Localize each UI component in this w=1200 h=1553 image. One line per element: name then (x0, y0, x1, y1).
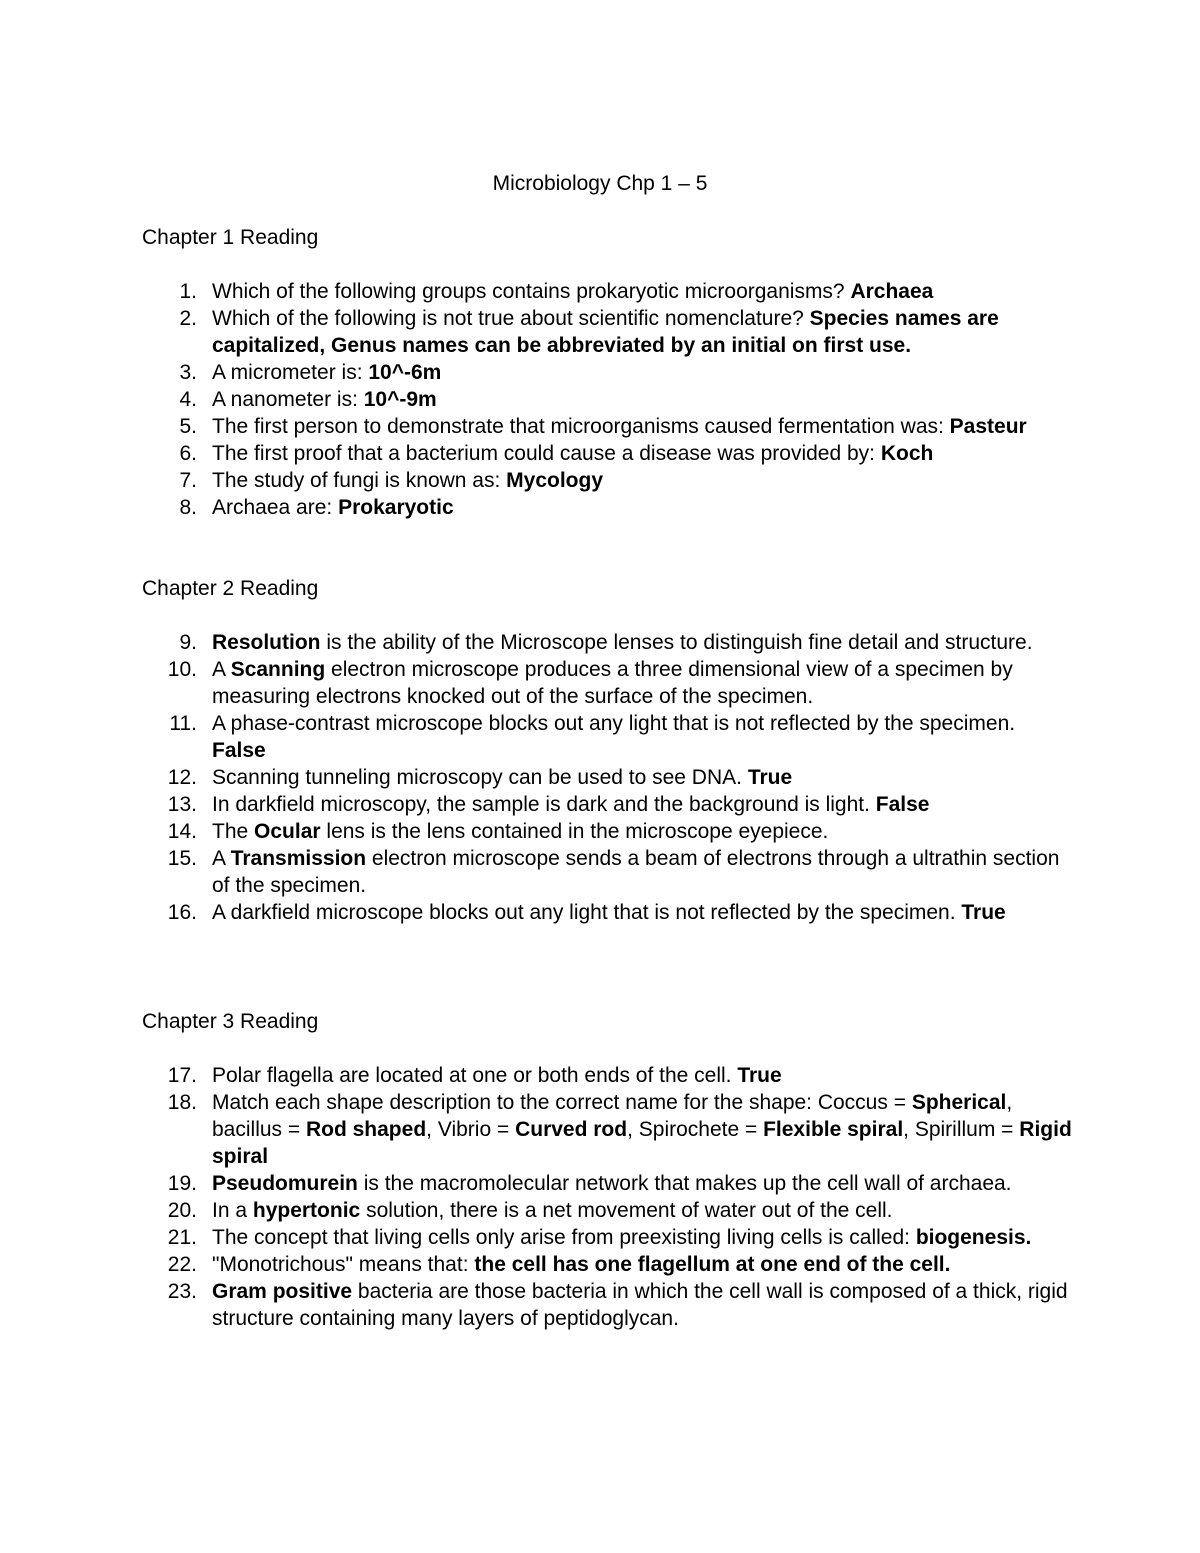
question-text: The first person to demonstrate that microorganisms caused fermentation was: (212, 415, 950, 438)
list-item-text (212, 631, 1033, 654)
answer-text: Rigid spiral (212, 1118, 1072, 1168)
list-item-text (212, 766, 792, 789)
question-text: is the ability of the Microscope lenses to distinguish fine detail and structure. (320, 631, 1033, 654)
answer-text: Pseudomurein (212, 1172, 358, 1195)
list-item-text (212, 658, 1013, 708)
list-item (0, 305, 1072, 359)
list-item-text (212, 1091, 1072, 1168)
document-title: Microbiology Chp 1 – 5 (492, 172, 708, 195)
answer-text: biogenesis. (915, 1226, 1032, 1249)
list-item (0, 1062, 1072, 1089)
list-item (0, 1251, 1072, 1278)
list-item-text (212, 361, 441, 384)
list-item (0, 413, 1072, 440)
list-item-number: 1. (179, 280, 197, 303)
list-item-number: 14. (167, 820, 197, 843)
question-text: is the macromolecular network that makes up the cell wall of archaea. (357, 1172, 1012, 1195)
list-item-number: 20. (167, 1199, 197, 1222)
list-item (0, 710, 1072, 764)
list-item (0, 656, 1072, 710)
answer-text: Mycology (506, 469, 604, 492)
answer-text: hypertonic (252, 1199, 361, 1222)
list-item-number: 13. (167, 793, 197, 816)
answer-text: Prokaryotic (338, 496, 454, 519)
list-item (0, 1197, 1072, 1224)
question-text: bacteria are those bacteria in which the cell wall is composed of a thick, rigid structure containing many layers of peptidoglycan. (212, 1280, 1068, 1330)
question-text: A (212, 658, 231, 681)
answer-text: 10^-9m (363, 388, 437, 411)
list-item-text (212, 1226, 1031, 1249)
answer-text: True (737, 1064, 782, 1087)
list-item (0, 818, 1072, 845)
question-text: A (212, 847, 231, 870)
list-item-text (212, 1199, 893, 1222)
question-text: , Spirillum = (903, 1118, 1020, 1141)
list-item-number: 5. (179, 415, 197, 438)
list-item-number: 17. (167, 1064, 197, 1087)
question-text: Polar flagella are located at one or both ends of the cell. (212, 1064, 738, 1087)
list-item (0, 1224, 1072, 1251)
list-item (0, 791, 1072, 818)
list-item-number: 18. (167, 1091, 197, 1114)
list-item-number: 21. (167, 1226, 197, 1249)
answer-text: Pasteur (949, 415, 1027, 438)
section-heading-chapter-1: Chapter 1 Reading (142, 226, 319, 249)
question-text: The study of fungi is known as: (212, 469, 507, 492)
section-heading-chapter-3: Chapter 3 Reading (142, 1010, 319, 1033)
question-list-chapter-2 (0, 629, 1200, 926)
list-item (0, 359, 1072, 386)
list-item (0, 1170, 1072, 1197)
list-item-number: 4. (179, 388, 197, 411)
answer-text: Transmission (230, 847, 367, 870)
answer-text: Ocular (254, 820, 321, 843)
question-text: A darkfield microscope blocks out any light that is not reflected by the specimen. (212, 901, 962, 924)
question-text: Which of the following is not true about scientific nomenclature? (212, 307, 810, 330)
list-item (0, 764, 1072, 791)
answer-text: the cell has one flagellum at one end of the cell. (474, 1253, 951, 1276)
list-item (0, 494, 1072, 521)
question-list-chapter-1 (0, 278, 1200, 521)
answer-text: Scanning (230, 658, 326, 681)
list-item-number: 3. (179, 361, 197, 384)
list-item-text (212, 415, 1027, 438)
list-item (0, 1089, 1072, 1170)
list-item-text (212, 847, 1059, 897)
list-item-text (212, 307, 999, 357)
question-text: In a (212, 1199, 253, 1222)
section-heading-chapter-2: Chapter 2 Reading (142, 577, 319, 600)
question-text: A nanometer is: (212, 388, 364, 411)
question-text: A micrometer is: (212, 361, 369, 384)
list-item-text (212, 469, 603, 492)
list-item-number: 10. (167, 658, 197, 681)
list-item-number: 22. (167, 1253, 197, 1276)
answer-text: True (961, 901, 1006, 924)
question-text: Which of the following groups contains prokaryotic microorganisms? (212, 280, 851, 303)
question-text: , bacillus = (212, 1091, 1013, 1141)
list-item-number: 11. (169, 712, 197, 735)
question-text: , Spirochete = (627, 1118, 764, 1141)
list-item-text (212, 1253, 950, 1276)
list-item-text (212, 1064, 782, 1087)
question-text: solution, there is a net movement of water out of the cell. (360, 1199, 893, 1222)
list-item-text (212, 388, 437, 411)
answer-text: Species names are capitalized, Genus names can be abbreviated by an initial on first use. (212, 307, 999, 357)
list-item-number: 6. (179, 442, 197, 465)
question-text: The concept that living cells only arise from preexisting living cells is called: (212, 1226, 916, 1249)
question-text: In darkfield microscopy, the sample is dark and the background is light. (212, 793, 876, 816)
question-list-chapter-3 (0, 1062, 1200, 1332)
question-text: The first proof that a bacterium could cause a disease was provided by: (212, 442, 881, 465)
question-text: electron microscope produces a three dimensional view of a specimen by measuring electrons knocked out of the surface of the specimen. (212, 658, 1013, 708)
answer-text: Gram positive (212, 1280, 353, 1303)
list-item (0, 629, 1072, 656)
answer-text: Resolution (212, 631, 321, 654)
question-text: electron microscope sends a beam of electrons through a ultrathin section of the specimen. (212, 847, 1060, 897)
question-text: The (212, 820, 255, 843)
answer-text: Rod shaped (305, 1118, 427, 1141)
question-text: Archaea are: (212, 496, 339, 519)
question-text: "Monotrichous" means that: (212, 1253, 475, 1276)
question-text: A phase-contrast microscope blocks out any light that is not reflected by the specimen. (212, 712, 1016, 735)
answer-text: Spherical (911, 1091, 1007, 1114)
list-item-text (212, 901, 1006, 924)
list-item-text (212, 280, 933, 303)
answer-text: Koch (880, 442, 934, 465)
question-text: Scanning tunneling microscopy can be used to see DNA. (212, 766, 748, 789)
list-item (0, 467, 1072, 494)
list-item (0, 440, 1072, 467)
list-item-number: 9. (179, 631, 197, 654)
list-item-text (212, 712, 1015, 762)
list-item-number: 8. (179, 496, 197, 519)
list-item-text (212, 496, 454, 519)
list-item-text (212, 1172, 1012, 1195)
answer-text: False (875, 793, 930, 816)
list-item (0, 386, 1072, 413)
list-item (0, 899, 1072, 926)
list-item-number: 12. (167, 766, 197, 789)
list-item-number: 23. (167, 1280, 197, 1303)
list-item-number: 7. (179, 469, 197, 492)
list-item-text (212, 820, 828, 843)
list-item-number: 2. (179, 307, 197, 330)
answer-text: Archaea (850, 280, 934, 303)
list-item-number: 19. (167, 1172, 197, 1195)
list-item-text (212, 442, 933, 465)
answer-text: Flexible spiral (763, 1118, 904, 1141)
list-item (0, 845, 1072, 899)
list-item-number: 15. (167, 847, 197, 870)
list-item (0, 1278, 1072, 1332)
list-item-text (212, 1280, 1068, 1330)
question-text: Match each shape description to the correct name for the shape: Coccus = (212, 1091, 912, 1114)
list-item-number: 16. (167, 901, 197, 924)
list-item (0, 278, 1072, 305)
answer-text: 10^-6m (368, 361, 442, 384)
question-text: , Vibrio = (426, 1118, 516, 1141)
list-item-text (212, 793, 929, 816)
answer-text: Curved rod (515, 1118, 628, 1141)
answer-text: True (747, 766, 793, 789)
answer-text: False (212, 739, 266, 762)
question-text: lens is the lens contained in the microscope eyepiece. (320, 820, 829, 843)
